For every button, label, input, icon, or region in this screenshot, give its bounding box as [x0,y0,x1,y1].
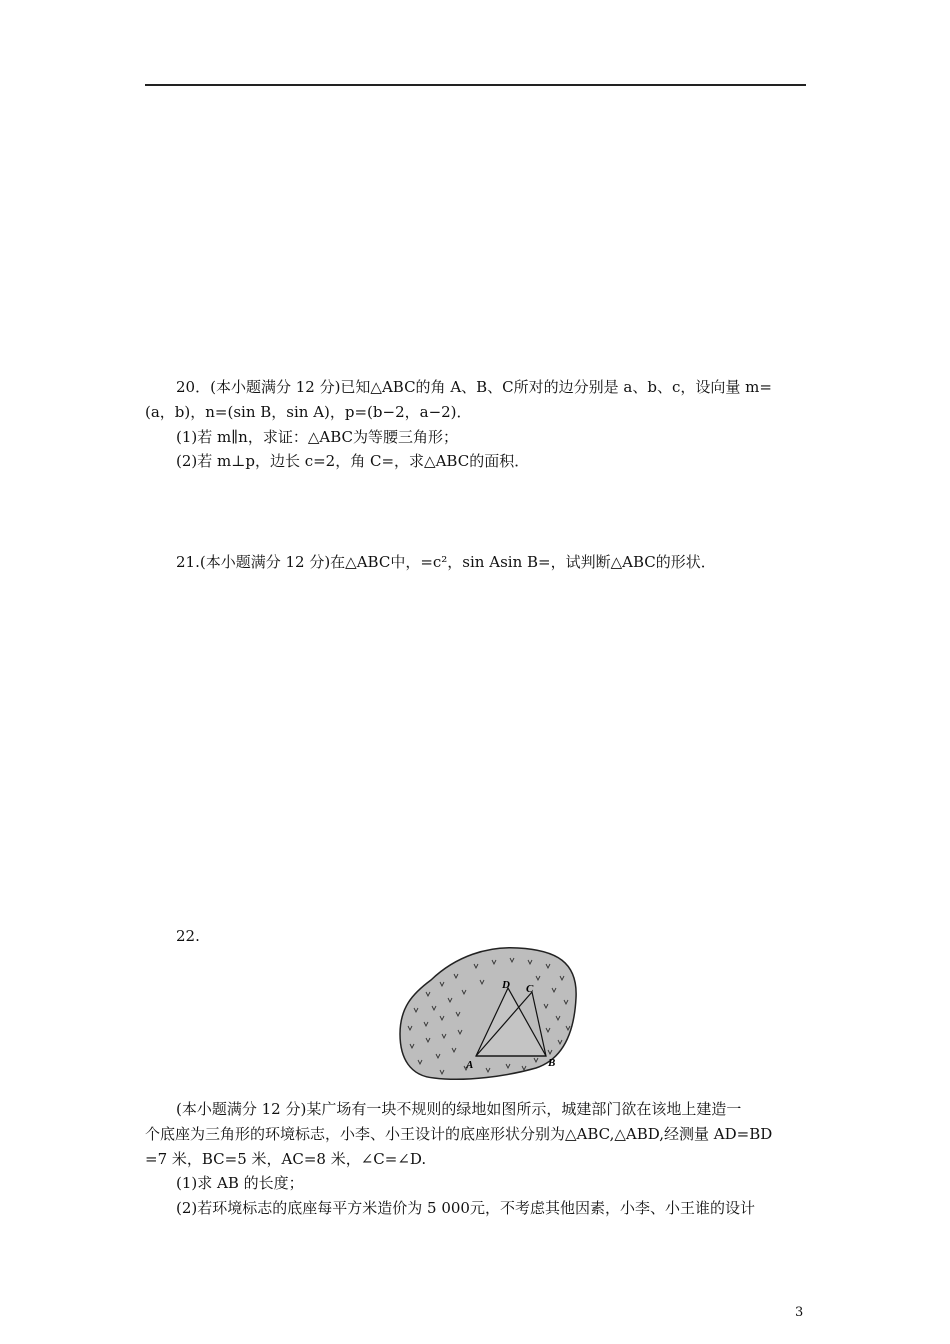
q20-line-3: (1)若 m∥n，求证：△ABC为等腰三角形； [176,428,458,446]
q22-line-5: (2)若环境标志的底座每平方米造价为 5 000元，不考虑其他因素，小李、小王谁的设计 [176,1199,755,1217]
green-space-figure [396,942,580,1082]
label-b: B [548,1057,556,1069]
label-a: A [466,1059,474,1071]
q20-line-2: (a，b)，n=(sin B，sin A)，p=(b−2，a−2)． [145,403,472,421]
q22-line-1: (本小题满分 12 分)某广场有一块不规则的绿地如图所示，城建部门欲在该地上建造一 [176,1100,742,1118]
q22-line-4: (1)求 AB 的长度； [176,1174,304,1192]
q20-line-4: (2)若 m⊥p，边长 c=2，角 C=，求△ABC的面积． [176,452,530,470]
q22-line-3: =7 米，BC=5 米，AC=8 米，∠C=∠D. [145,1150,427,1168]
q22-number: 22. [176,927,200,945]
page-number: 3 [795,1305,804,1320]
header-rule [145,84,806,86]
label-d: D [502,979,510,991]
label-c: C [526,983,534,995]
q22-line-2: 个底座为三角形的环境标志，小李、小王设计的底座形状分别为△ABC,△ABD,经测量 AD=BD [145,1125,773,1143]
q21-line-1: 21.(本小题满分 12 分)在△ABC中，=c²，sin Asin B=，试判断△ABC的形状． [176,553,716,571]
q20-line-1: 20．(本小题满分 12 分)已知△ABC的角 A、B、C所对的边分别是 a、b、c，设向量 m= [176,378,772,396]
